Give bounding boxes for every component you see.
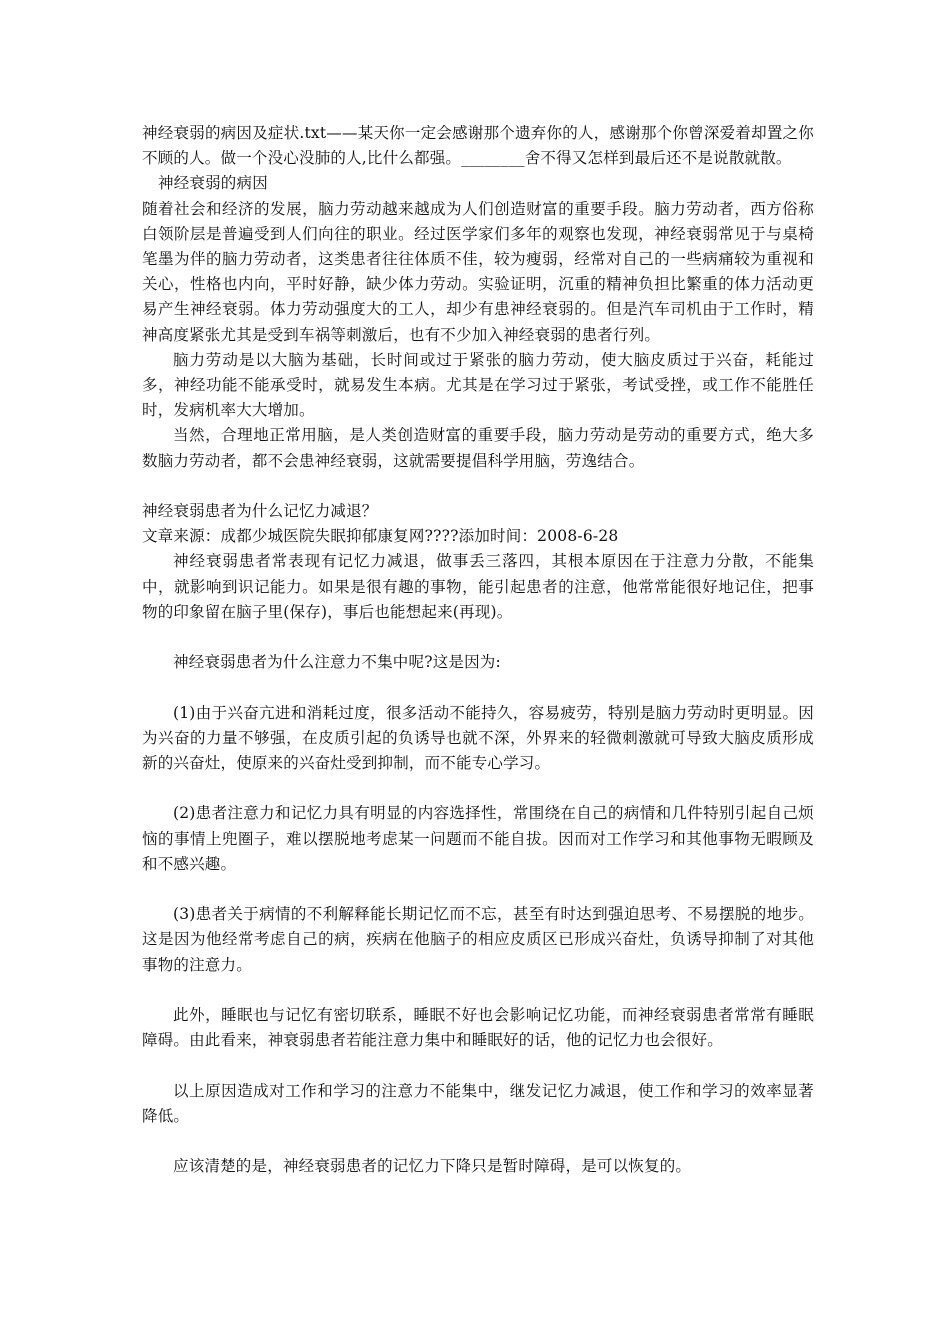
- article-source-line: 文章来源：成都少城医院失眠抑郁康复网????添加时间：2008-6-28: [142, 527, 619, 546]
- section-heading-memory: 神经衰弱患者为什么记忆力减退？: [142, 502, 378, 521]
- memory-reason-2: (2)患者注意力和记忆力具有明显的内容选择性，常围绕在自己的病情和几件特别引起自己烦恼的事情上兜圈子，难以摆脱地考虑某一问题而不能自拔。因而对工作学习和其他事物无暇顾及和不感兴趣。: [142, 804, 814, 873]
- spacer: [142, 1053, 814, 1078]
- spacer: [142, 625, 814, 650]
- memory-paragraph-sleep: 此外，睡眠也与记忆有密切联系，睡眠不好也会影响记忆功能，而神经衰弱患者常常有睡眠障碍。由此看来，神衰弱患者若能注意力集中和睡眠好的话，他的记忆力也会很好。: [142, 1006, 814, 1050]
- causes-paragraph-3: 当然，合理地正常用脑，是人类创造财富的重要手段，脑力劳动是劳动的重要方式，绝大多数脑力劳动者，都不会患神经衰弱，这就需要提倡科学用脑，劳逸结合。: [142, 426, 814, 470]
- document-body: [142, 121, 814, 1179]
- spacer: [142, 978, 814, 1003]
- memory-paragraph-summary: 以上原因造成对工作和学习的注意力不能集中，继发记忆力减退，使工作和学习的效率显著降低。: [142, 1081, 814, 1125]
- memory-paragraph-conclusion: 应该清楚的是，神经衰弱患者的记忆力下降只是暂时障碍，是可以恢复的。: [173, 1157, 692, 1176]
- spacer: [142, 1129, 814, 1154]
- memory-paragraph-2: 神经衰弱患者为什么注意力不集中呢?这是因为:: [173, 653, 501, 672]
- memory-reason-3: (3)患者关于病情的不利解释能长期记忆而不忘，甚至有时达到强迫思考、不易摆脱的地步。这是因为他经常考虑自己的病，疾病在他脑子的相应皮质区已形成兴奋灶，负诱导抑制了对其他事物的注意力。: [142, 905, 814, 974]
- spacer: [142, 776, 814, 801]
- memory-reason-1: (1)由于兴奋亢进和消耗过度，很多活动不能持久，容易疲劳，特别是脑力劳动时更明显。因为兴奋的力量不够强，在皮质引起的负诱导也就不深，外界来的轻微刺激就可导致大脑皮质形成新的兴奋灶，使原来的兴奋灶受到抑制，而不能专心学习。: [142, 703, 814, 773]
- spacer: [142, 675, 814, 700]
- causes-paragraph-1: 随着社会和经济的发展，脑力劳动越来越成为人们创造财富的重要手段。脑力劳动者，西方俗称白领阶层是普遍受到人们向往的职业。经过医学家们多年的观察也发现，神经衰弱常见于与桌椅笔墨为伴的脑力劳动者，这类患者往往体质不佳，较为瘦弱，经常对自己的一些病痛较为重视和关心，性格也内向，平时好静，缺少体力劳动。实验证明，沉重的精神负担比繁重的体力活动更易产生神经衰弱。体力劳动强度大的工人，却少有患神经衰弱的。但是汽车司机由于工作时，精神高度紧张尤其是受到车祸等刺激后，也有不少加入神经衰弱的患者行列。: [142, 199, 814, 344]
- spacer: [142, 474, 814, 499]
- intro-paragraph: 神经衰弱的病因及症状.txt——某天你一定会感谢那个遗弃你的人，感谢那个你曾深爱着却置之你不顾的人。做一个没心没肺的人,比什么都强。________舍不得又怎样到最后还不是说散就散。: [142, 124, 814, 168]
- memory-paragraph-1: 神经衰弱患者常表现有记忆力减退，做事丢三落四，其根本原因在于注意力分散，不能集中，就影响到识记能力。如果是很有趣的事物，能引起患者的注意，他常常能很好地记住，把事物的印象留在脑子里(保存)，事后也能想起来(再现)。: [142, 552, 814, 621]
- spacer: [142, 877, 814, 902]
- section-heading-causes: 神经衰弱的病因: [158, 174, 268, 193]
- causes-paragraph-2: 脑力劳动是以大脑为基础，长时间或过于紧张的脑力劳动，使大脑皮质过于兴奋，耗能过多，神经功能不能承受时，就易发生本病。尤其是在学习过于紧张，考试受挫，或工作不能胜任时，发病机率大大增加。: [142, 350, 814, 420]
